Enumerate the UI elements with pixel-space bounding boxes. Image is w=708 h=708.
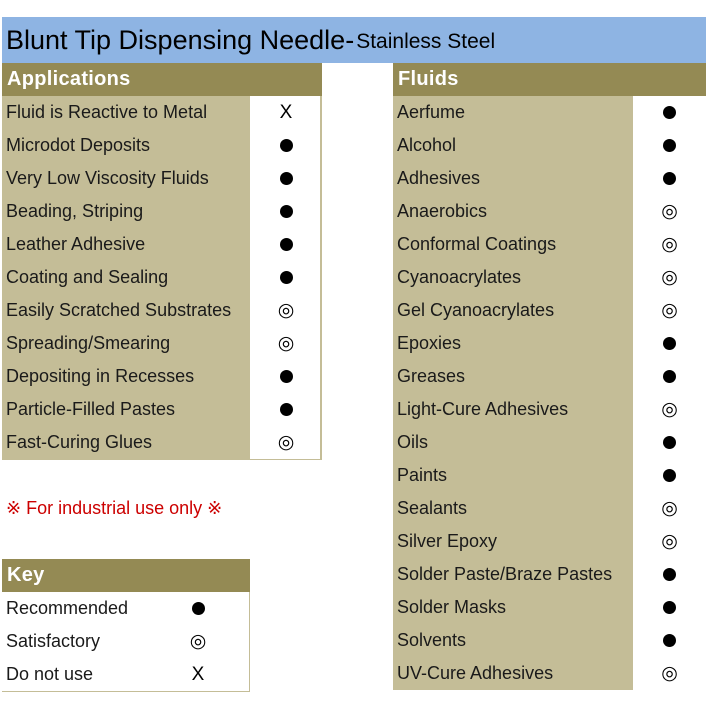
fluids-row-label: Solder Paste/Braze Pastes — [393, 558, 633, 591]
fluids-row-label: Oils — [393, 426, 633, 459]
fluids-row-rating — [633, 426, 706, 459]
applications-row-label: Fast-Curing Glues — [2, 426, 250, 459]
satisfactory-circle-icon: ◎ — [661, 399, 678, 420]
fluids-row-label: Silver Epoxy — [393, 525, 633, 558]
recommended-dot-icon — [280, 370, 293, 383]
recommended-dot-icon — [280, 172, 293, 185]
applications-row-rating — [250, 96, 322, 129]
applications-row-rating — [250, 228, 322, 261]
recommended-dot-icon — [663, 634, 676, 647]
fluids-row-rating — [633, 657, 706, 690]
fluids-row-label: Solder Masks — [393, 591, 633, 624]
applications-row-label: Coating and Sealing — [2, 261, 250, 294]
recommended-dot-icon — [663, 436, 676, 449]
fluids-row-rating — [633, 459, 706, 492]
title-main: Blunt Tip Dispensing Needle- — [6, 24, 355, 55]
satisfactory-circle-icon: ◎ — [661, 663, 678, 684]
recommended-dot-icon — [280, 403, 293, 416]
fluids-row-label: Alcohol — [393, 129, 633, 162]
applications-row-rating — [250, 195, 322, 228]
fluids-row-label: Greases — [393, 360, 633, 393]
recommended-dot-icon — [663, 370, 676, 383]
key-row-rating — [172, 625, 224, 658]
table-border — [2, 691, 250, 692]
title-sub: Stainless Steel — [356, 30, 496, 53]
do-not-use-x-icon: X — [191, 664, 205, 685]
recommended-dot-icon — [663, 601, 676, 614]
fluids-row-label: Conformal Coatings — [393, 228, 633, 261]
applications-row-rating — [250, 393, 322, 426]
fluids-row-rating — [633, 228, 706, 261]
fluids-row-rating — [633, 96, 706, 129]
recommended-dot-icon — [192, 602, 205, 615]
applications-row-label: Very Low Viscosity Fluids — [2, 162, 250, 195]
fluids-row-rating — [633, 360, 706, 393]
satisfactory-circle-icon: ◎ — [661, 267, 678, 288]
industrial-use-note: ※ For industrial use only ※ — [6, 498, 223, 518]
applications-row-rating — [250, 360, 322, 393]
fluids-row-label: UV-Cure Adhesives — [393, 657, 633, 690]
fluids-row-label: Light-Cure Adhesives — [393, 393, 633, 426]
table-border — [2, 459, 322, 460]
fluids-header: Fluids — [393, 63, 706, 96]
fluids-row-rating — [633, 294, 706, 327]
fluids-row-rating — [633, 162, 706, 195]
fluids-row-label: Gel Cyanoacrylates — [393, 294, 633, 327]
key-row-rating — [172, 592, 224, 625]
fluids-row-label: Aerfume — [393, 96, 633, 129]
table-border — [249, 592, 250, 691]
fluids-row-label: Solvents — [393, 624, 633, 657]
satisfactory-circle-icon: ◎ — [661, 234, 678, 255]
fluids-row-label: Paints — [393, 459, 633, 492]
recommended-dot-icon — [663, 172, 676, 185]
satisfactory-circle-icon: ◎ — [661, 300, 678, 321]
satisfactory-circle-icon: ◎ — [277, 432, 295, 453]
fluids-row-label: Adhesives — [393, 162, 633, 195]
key-row-label: Satisfactory — [2, 625, 172, 658]
key-row-rating — [172, 658, 224, 691]
applications-row-rating — [250, 162, 322, 195]
fluids-row-label: Cyanoacrylates — [393, 261, 633, 294]
recommended-dot-icon — [663, 106, 676, 119]
applications-row-rating — [250, 261, 322, 294]
satisfactory-circle-icon: ◎ — [661, 531, 678, 552]
fluids-row-rating — [633, 624, 706, 657]
applications-header: Applications — [2, 63, 322, 96]
fluids-row-label: Epoxies — [393, 327, 633, 360]
table-border — [320, 96, 322, 459]
applications-row-label: Fluid is Reactive to Metal — [2, 96, 250, 129]
recommended-dot-icon — [663, 568, 676, 581]
satisfactory-circle-icon: ◎ — [661, 201, 678, 222]
fluids-row-rating — [633, 129, 706, 162]
fluids-row-rating — [633, 195, 706, 228]
applications-row-label: Spreading/Smearing — [2, 327, 250, 360]
do-not-use-x-icon: X — [279, 102, 293, 123]
recommended-dot-icon — [280, 205, 293, 218]
fluids-row-label: Anaerobics — [393, 195, 633, 228]
applications-row-rating — [250, 426, 322, 459]
satisfactory-circle-icon: ◎ — [661, 498, 678, 519]
fluids-row-label: Sealants — [393, 492, 633, 525]
applications-row-label: Leather Adhesive — [2, 228, 250, 261]
applications-row-rating — [250, 294, 322, 327]
satisfactory-circle-icon: ◎ — [189, 631, 207, 652]
key-row-label: Recommended — [2, 592, 172, 625]
fluids-row-rating — [633, 327, 706, 360]
recommended-dot-icon — [280, 271, 293, 284]
applications-row-label: Beading, Striping — [2, 195, 250, 228]
applications-row-rating — [250, 327, 322, 360]
fluids-row-rating — [633, 492, 706, 525]
applications-row-label: Microdot Deposits — [2, 129, 250, 162]
fluids-row-rating — [633, 591, 706, 624]
applications-row-label: Easily Scratched Substrates — [2, 294, 250, 327]
applications-row-rating — [250, 129, 322, 162]
recommended-dot-icon — [663, 139, 676, 152]
recommended-dot-icon — [663, 337, 676, 350]
page-title — [2, 17, 706, 63]
applications-row-label: Particle-Filled Pastes — [2, 393, 250, 426]
key-row-label: Do not use — [2, 658, 172, 691]
fluids-row-rating — [633, 558, 706, 591]
satisfactory-circle-icon: ◎ — [277, 300, 295, 321]
satisfactory-circle-icon: ◎ — [277, 333, 295, 354]
recommended-dot-icon — [280, 139, 293, 152]
recommended-dot-icon — [280, 238, 293, 251]
key-header: Key — [2, 559, 250, 592]
recommended-dot-icon — [663, 469, 676, 482]
applications-row-label: Depositing in Recesses — [2, 360, 250, 393]
fluids-row-rating — [633, 525, 706, 558]
fluids-row-rating — [633, 261, 706, 294]
fluids-row-rating — [633, 393, 706, 426]
